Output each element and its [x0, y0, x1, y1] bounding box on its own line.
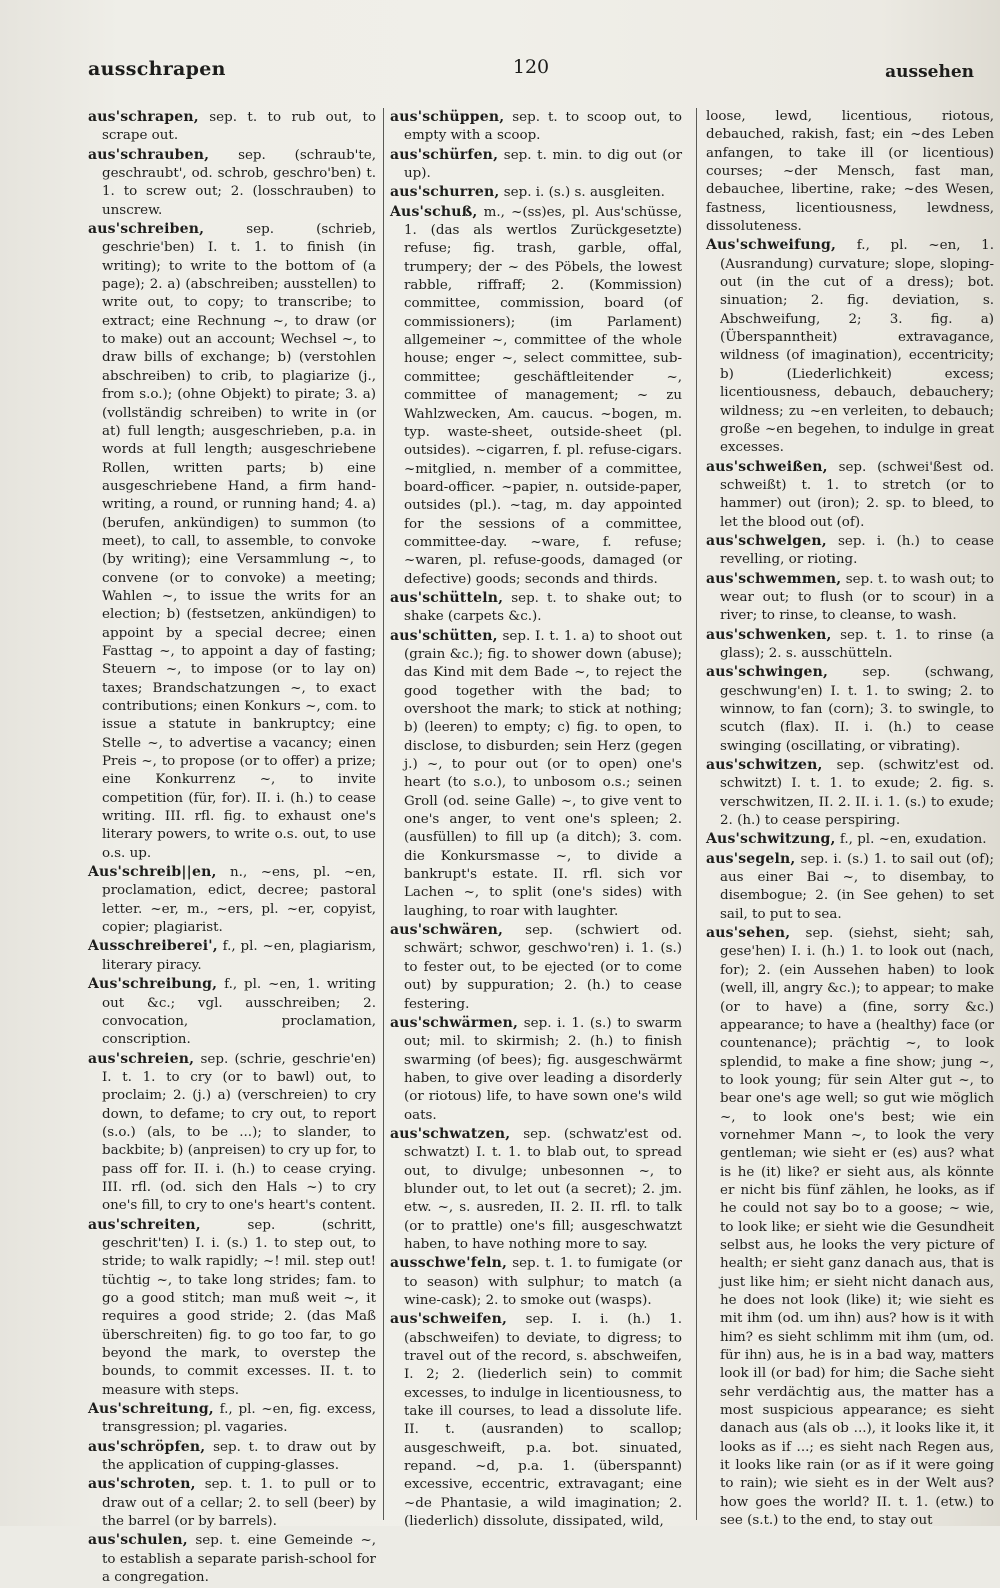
entry-definition: sep. t. 1. to pull or to draw out of a cellar; 2. to sell (beer) by the barrel (or by barrels). — [102, 1477, 376, 1530]
entry-headword: aus'schröpfen, — [88, 1438, 206, 1455]
dictionary-entry — [88, 108, 376, 146]
column-1 — [88, 108, 376, 1586]
entry-definition: sep. i. (s.) 1. to sail out (of); aus einer Bai ~, to disembay, to disembogue; 2. (in See gehen) to set sail, to put to sea. — [720, 851, 994, 922]
entry-headword: aus'schwären, — [390, 922, 504, 939]
entry-headword: aus'schweifen, — [390, 1311, 508, 1328]
dictionary-entry — [390, 146, 682, 184]
dictionary-entry — [390, 203, 682, 589]
entry-headword: aus'schroten, — [88, 1476, 196, 1493]
text-columns — [88, 108, 994, 1586]
entry-definition: sep. (schwitz'est od. schwitzt) I. t. 1. to exude; 2. fig. s. verschwitzen, II. 2. II. i. 1. (s.) to exude; 2. (h.) to cease perspiring. — [720, 758, 994, 829]
entry-definition: f., pl. ~en, exudation. — [835, 832, 987, 848]
dictionary-entry — [88, 1475, 376, 1531]
entry-definition: f., pl. ~en, plagiarism, literary piracy. — [102, 939, 376, 973]
dictionary-entry — [706, 236, 994, 457]
entry-headword: aus'schurren, — [390, 184, 500, 201]
dictionary-entry — [88, 1216, 376, 1400]
entry-headword: aus'sehen, — [706, 925, 791, 942]
dictionary-entry — [706, 626, 994, 664]
dictionary-entry — [706, 850, 994, 924]
dictionary-entry — [390, 108, 682, 146]
entry-definition: sep. t. to rub out, to scrape out. — [102, 110, 376, 144]
entry-headword: aus'segeln, — [706, 850, 796, 867]
entry-definition: sep. t. to draw out by the application of cupping-glasses. — [102, 1439, 376, 1474]
dictionary-entry — [88, 863, 376, 937]
dictionary-entry — [88, 146, 376, 220]
entry-headword: ausschwe'feln, — [390, 1255, 508, 1272]
entry-definition: sep. (schraub'te, geschraubt', od. schrob, geschro'ben) t. 1. to screw out; 2. (losschrauben) to unscrew. — [102, 147, 376, 218]
entry-definition: n., ~ens, pl. ~en, proclamation, edict, decree; pastoral letter. ~er, m., ~ers, pl. ~er, copyist, copier; plagiarist. — [102, 865, 376, 936]
entry-headword: aus'schweißen, — [706, 458, 828, 475]
dictionary-entry — [706, 570, 994, 626]
entry-headword: aus'schütteln, — [390, 589, 504, 606]
entry-headword: aus'schreiben, — [88, 221, 205, 238]
dictionary-entry — [88, 1400, 376, 1438]
dictionary-entry — [390, 1014, 682, 1125]
entry-definition: sep. t. to shake out; to shake (carpets &c.). — [404, 590, 682, 625]
entry-headword: Aus'schreibung, — [88, 976, 218, 993]
entry-definition: sep. i. 1. (s.) to swarm out; mil. to skirmish; 2. (h.) to finish swarming (of bees); fig. ausgeschwärmt haben, to give over leading a disorderly (or riotous) life, to have sown one's wild oats. — [404, 1015, 682, 1123]
entry-definition: sep. (schrieb, geschrie'ben) I. t. 1. to finish (in writing); to write to the bottom of (a page); 2. a) (abschreiben; ausstellen) to write out, to copy; to transcribe; to extract; eine Rechnung ~, to draw (or to make) out an account; Wechsel ~, to draw bills of exchange; b) (verstohlen abschreiben) to crib, to plagiarize (j., from s.o.); (ohne Objekt) to pirate; 3. a) (vollständig schreiben) to write in (or at) full length; ausgeschrieben, p.a. in words at full length; ausgeschriebene Rollen, written parts; b) eine ausgeschriebene Hand, a firm hand-writing, a round, or running hand; 4. a) (berufen, ankündigen) to summon (to meet), to call, to assemble, to convoke (by writing); eine Versammlung ~, to convene (or to convoke) a meeting; Wahlen ~, to issue the writs for an election; b) (festsetzen, ankündigen) to appoint by a special decree; einen Fasttag ~, to appoint a day of fasting; Steuern ~, to impose (or to lay on) taxes; Brandschatzungen ~, to exact contributions; einen Konkurs ~, com. to issue a statute in bankruptcy; eine Stelle ~, to advertise a vacancy; einen Preis ~, to propose (or to offer) a prize; eine Konkurrenz ~, to invite competition (für, for). II. i. (h.) to cease writing. III. rfl. fig. to exhaust one's literary powers, to write o.s. out, to use o.s. up. — [102, 222, 376, 861]
entry-definition: sep. t. to wash out; to wear out; to flush (or to scour) in a river; to rinse, to cleanse, to wash. — [720, 571, 994, 624]
entry-headword: aus'schütten, — [390, 627, 498, 644]
column-2 — [390, 108, 682, 1530]
entry-definition: sep. (schwatz'est od. schwatzt) I. t. 1. to blab out, to spread out, to divulge; unbesonnen ~, to blunder out, to let out (a secret); 2. jm. etw. ~, s. ausreden, II. 2. II. rfl. to talk (or to prattle) one's fill; ausgeschwatzt haben, to have nothing more to say. — [404, 1126, 682, 1252]
entry-definition: f., pl. ~en, 1. (Ausrandung) curvature; slope, sloping-out (in the cut of a dress); bot. sinuation; 2. fig. deviation, s. Abschweifung, 2; 3. fig. a) (Überspanntheit) extravagance, wildness (of imagination), eccentricity; b) (Liederlichkeit) excess; licentiousness, debauch, debauchery; wildness; zu ~en verleiten, to debauch; große ~en begehen, to indulge in great excesses. — [720, 238, 994, 456]
entry-definition: sep. (schritt, geschrit'ten) I. i. (s.) 1. to step out, to stride; to walk rapidly; ~! mil. step out! tüchtig ~, to take long strides; fam. to go a good stitch; man muß weit ~, it requires a good stride; 2. (das Maß überschreiten) fig. to go too far, to go beyond the mark, to overstep the bounds, to commit excesses. II. t. to measure with steps. — [102, 1217, 376, 1398]
entry-headword: aus'schwenken, — [706, 626, 832, 643]
dictionary-entry — [390, 921, 682, 1014]
page-number: 120 — [512, 56, 550, 78]
dictionary-entry — [390, 627, 682, 922]
dictionary-entry — [88, 937, 376, 975]
entry-definition: sep. t. min. to dig out (or up). — [404, 147, 682, 182]
entry-headword: aus'schrauben, — [88, 146, 210, 163]
entry-headword: aus'schüppen, — [390, 109, 505, 125]
column-rule — [383, 108, 384, 1520]
entry-definition: sep. i. (s.) s. ausgleiten. — [499, 185, 665, 201]
dictionary-entry — [88, 1531, 376, 1587]
column-rule — [696, 108, 697, 1520]
entry-headword: aus'schwärmen, — [390, 1014, 519, 1031]
entry-headword: Aus'schreitung, — [88, 1401, 214, 1418]
entry-definition: f., pl. ~en, fig. excess, transgression; pl. vagaries. — [102, 1402, 376, 1436]
page-header — [88, 58, 974, 90]
entry-headword: aus'schwemmen, — [706, 570, 842, 587]
entry-definition: sep. t. 1. to fumigate (or to season) with sulphur; to match (a wine-cask); 2. to smoke out (wasps). — [404, 1256, 682, 1308]
column-3 — [706, 108, 994, 1529]
dictionary-entry — [88, 1050, 376, 1216]
entry-headword: aus'schreien, — [88, 1050, 195, 1067]
dictionary-entry — [390, 589, 682, 627]
entry-definition: sep. (schwiert od. schwärt; schwor, geschwo'ren) i. 1. (s.) to fester out, to be ejected (or to come out) by suppuration; 2. (h.) to cease festering. — [404, 923, 682, 1012]
dictionary-entry — [390, 1310, 682, 1531]
entry-headword: Aus'schweifung, — [706, 237, 837, 254]
entry-headword: aus'schrapen, — [88, 109, 199, 125]
entry-headword: Ausschreiberei', — [88, 938, 218, 955]
entry-definition: sep. I. t. 1. a) to shoot out (grain &c.); fig. to shower down (abuse); das Kind mit dem Bade ~, to reject the good together with the bad; to overshoot the mark; to stick at nothing; b) (leeren) to empty; c) fig. to open, to disclose, to disburden; sein Herz (gegen j.) ~, to pour out (or to open) one's heart (to s.o.), to unbosom o.s.; seinen Groll (od. seine Galle) ~, to give vent to one's anger, to vent one's spleen; 2. (ausfüllen) to fill up (a ditch); 3. com. die Konkursmasse ~, to divide a bankrupt's estate. II. rfl. sich vor Lachen ~, to split (one's sides) with laughing, to roar with laughter. — [404, 628, 682, 919]
entry-definition: sep. I. i. (h.) 1. (abschweifen) to deviate, to digress; to travel out of the record, s. abschweifen, I. 2; 2. (liederlich sein) to commit excesses, to indulge in licentiousness, to take ill courses, to lead a dissolute life. II. t. (ausranden) to scallop; ausgeschweift, p.a. bot. sinuated, repand. ~d, p.a. 1. (überspannt) excessive, eccentric, extravagant; eine ~de Phantasie, a wild imagination; 2. (liederlich) dissolute, dissipated, wild, — [404, 1312, 682, 1530]
dictionary-entry — [390, 1254, 682, 1310]
entry-definition: sep. t. 1. to rinse (a glass); 2. s. ausschütteln. — [720, 627, 994, 661]
dictionary-entry — [706, 458, 994, 532]
entry-continuation — [706, 108, 994, 236]
entry-definition: sep. (siehst, sieht; sah, gese'hen) I. i. (h.) 1. to look out (nach, for); 2. (ein Aussehen haben) to look (well, ill, angry &c.); to appear; to make (or to have) a (fine, sorry &c.) appearance; to have a (healthy) face (or countenance); prächtig ~, to look splendid, to make a fine show; jung ~, to look young; für sein Alter gut ~, to bear one's age well; so gut wie möglich ~, to look one's best; wie ein vornehmer Mann ~, to look the very gentleman; wie sieht er (es) aus? what is he (it) like? er sieht aus, als könnte er nicht bis fünf zählen, he looks, as if he could not say bo to a goose; ~ wie, to look like; er sieht wie die Gesundheit selbst aus, he looks the very picture of health; er sieht ganz danach aus, that is just like him; er sieht nicht danach aus, he does not look (like) it; wie sieht es mit ihm (od. um ihn) aus? how is it with him? es sieht schlimm mit ihm (um, od. für ihn) aus, he is in a bad way, matters look ill (or bad) for him; die Sache sieht sehr verdächtig aus, the matter has a most suspicious appearance; es sieht danach aus (als ob ...), it looks like it, it looks as if ...; es sieht nach Regen aus, it looks like rain (or as if it were going to rain); wie sieht es in der Welt aus? how goes the world? II. t. 1. (etw.) to see (s.t.) to the end, to stay out — [720, 926, 994, 1529]
header-right-guideword: aussehen — [885, 62, 974, 82]
entry-definition: f., pl. ~en, 1. writing out &c.; vgl. ausschreiben; 2. convocation, proclamation, conscription. — [102, 977, 376, 1048]
entry-headword: Aus'schreib||en, — [88, 864, 217, 881]
entry-headword: aus'schürfen, — [390, 146, 499, 163]
entry-definition: sep. (schrie, geschrie'en) I. t. 1. to cry (or to bawl) out, to proclaim; 2. (j.) a) (verschreien) to cry down, to defame; to cry out, to report (s.o.) (als, to be ...); to slander, to backbite; b) (anpreisen) to cry up for, to pass off for. II. i. (h.) to cease crying. III. rfl. (od. sich den Hals ~) to cry one's fill, to cry to one's heart's content. — [102, 1051, 376, 1214]
dictionary-entry — [88, 220, 376, 863]
entry-headword: Aus'schuß, — [390, 203, 478, 220]
dictionary-entry — [706, 532, 994, 570]
entry-definition: sep. i. (h.) to cease revelling, or rioting. — [720, 533, 994, 568]
entry-definition: sep. (schwang, geschwung'en) I. t. 1. to swing; 2. to winnow, to fan (corn); 3. to swingle, to scutch (flax). II. i. (h.) to cease swinging (oscillating, or vibrating). — [720, 665, 994, 754]
dictionary-entry — [706, 924, 994, 1530]
entry-headword: aus'schwatzen, — [390, 1125, 511, 1142]
entry-headword: aus'schreiten, — [88, 1216, 201, 1233]
entry-headword: Aus'schwitzung, — [706, 831, 836, 848]
dictionary-entry — [390, 183, 682, 202]
entry-headword: aus'schulen, — [88, 1532, 188, 1549]
entry-definition: m., ~(ss)es, pl. Aus'schüsse, 1. (das als wertlos Zurückgesetzte) refuse; fig. trash, garble, offal, trumpery; der ~ des Pöbels, the lowest rabble, riffraff; 2. (Kommission) committee, commission, board (of commissioners); (im Parlament) allgemeiner ~, committee of the whole house; enger ~, select committee, sub-committee; geschäftleitender ~, committee of management; ~ zu Wahlzwecken, Am. caucus. ~bogen, m. typ. waste-sheet, outside-sheet (pl. outsides). ~cigarren, f. pl. refuse-cigars. ~mitglied, n. member of a committee, board-officer. ~papier, n. outside-paper, outsides (pl.). ~tag, m. day appointed for the sessions of a committee, committee-day. ~ware, f. refuse; ~waren, pl. refuse-goods, damaged (or defective) goods; seconds and thirds. — [404, 204, 682, 587]
dictionary-entry — [88, 1438, 376, 1476]
entry-headword: aus'schwitzen, — [706, 757, 823, 774]
dictionary-entry — [706, 663, 994, 756]
entry-headword: aus'schwingen, — [706, 664, 829, 681]
entry-definition: sep. t. to scoop out, to empty with a scoop. — [404, 110, 682, 144]
header-left-guideword: ausschrapen — [88, 58, 226, 80]
dictionary-entry — [88, 975, 376, 1049]
entry-definition: loose, lewd, licentious, riotous, debauched, rakish, fast; ein ~des Leben anfangen, to take ill (or licentious) courses; ~der Mensch, fast man, debauchee, libertine, rake; ~des Wesen, fastness, licentiousness, lewdness, dissoluteness. — [706, 109, 994, 235]
entry-headword: aus'schwelgen, — [706, 532, 827, 549]
dictionary-entry — [706, 756, 994, 830]
dictionary-entry — [390, 1125, 682, 1254]
dictionary-entry — [706, 830, 994, 849]
entry-definition: sep. t. eine Gemeinde ~, to establish a separate parish-school for a congregation. — [102, 1533, 376, 1586]
entry-definition: sep. (schwei'ßest od. schweißt) t. 1. to stretch (or to hammer) out (iron); 2. sp. to bleed, to let the blood out (of). — [720, 459, 994, 530]
